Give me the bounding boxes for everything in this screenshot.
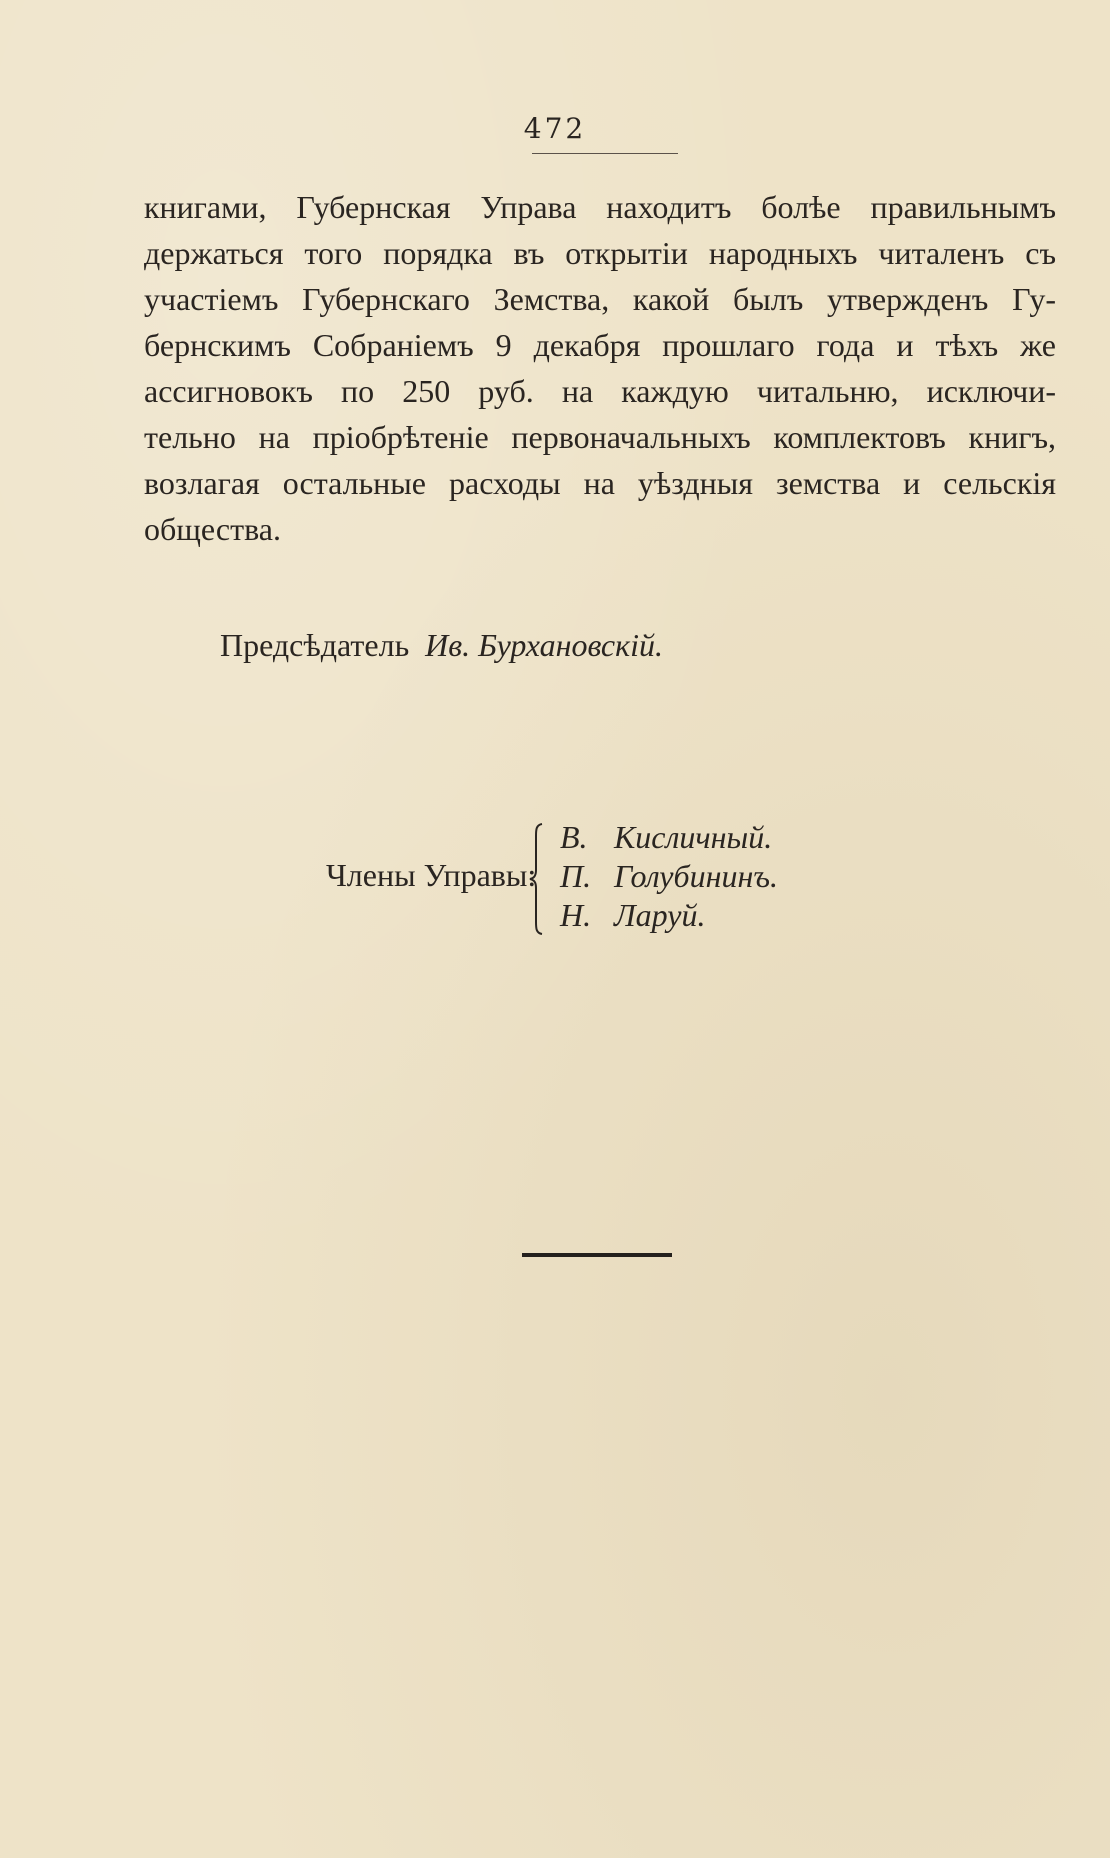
text-line: книгами, Губернская Управа находитъ болѣе правильнымъ [144, 189, 1056, 225]
text-line: возлагая остальные расходы на уѣздныя земства и сельскія [144, 465, 1056, 501]
text-line: участіемъ Губернскаго Земства, какой былъ утвержденъ Гу- [144, 281, 1056, 317]
page-number-rule [532, 153, 678, 154]
member-item [560, 857, 778, 896]
members-label: Члены Управы: [326, 857, 537, 893]
member-surname: Ларуй. [614, 897, 706, 933]
body-paragraph [144, 184, 1056, 552]
member-item [560, 896, 778, 935]
page-number: 472 [523, 112, 587, 145]
member-initial: В. [560, 819, 588, 855]
member-item [560, 818, 778, 857]
members-list [560, 818, 778, 935]
text-line: ассигновокъ по 250 руб. на каждую читальню, исключи- [144, 373, 1056, 409]
member-surname: Голубининъ. [614, 858, 778, 894]
chairman-label: Предсѣдатель [220, 627, 410, 663]
member-initial: Н. [560, 897, 592, 933]
chairman-name: Ив. Бурхановскій. [425, 627, 663, 663]
end-rule [522, 1253, 672, 1257]
text-line: держаться того порядка въ открытіи народныхъ читаленъ съ [144, 235, 1056, 271]
member-initial: П. [560, 858, 592, 894]
curly-brace-icon [528, 822, 558, 936]
chairman-signature [220, 627, 663, 664]
text-line: общества. [144, 511, 281, 547]
member-surname: Кисличный. [614, 819, 773, 855]
text-line: тельно на пріобрѣтеніе первоначальныхъ комплектовъ книгъ, [144, 419, 1056, 455]
text-line: бернскимъ Собраніемъ 9 декабря прошлаго года и тѣхъ же [144, 327, 1056, 363]
